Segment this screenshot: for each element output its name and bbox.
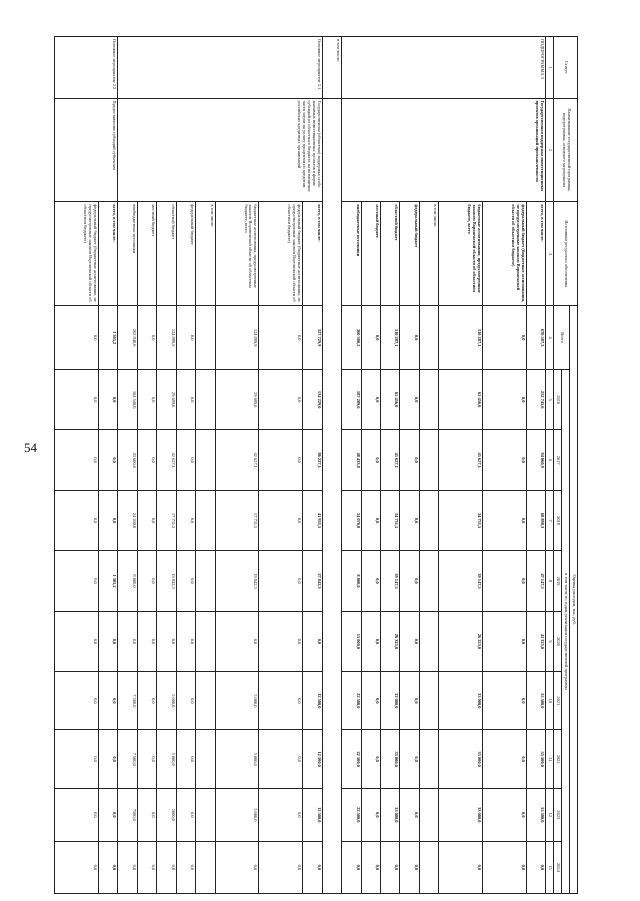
- row-value: 0,0: [361, 306, 380, 370]
- row-value: [196, 730, 215, 788]
- row-name: Государственная (областная) поддержка особо значимых инвестиционных проектов в форме субсидий из областного бюджета на возмещение части затрат на уплату процентов по кредитам российских кредитных организаций: [118, 98, 322, 202]
- row-source: внебюджетные источники: [118, 202, 137, 306]
- row-value: 41 325,0: [526, 611, 545, 671]
- row-value: 5 000,0: [215, 730, 259, 788]
- row-value: 360 300,2: [342, 306, 361, 370]
- row-value: [419, 611, 438, 671]
- row-value: 0,0: [400, 490, 419, 550]
- row-source: бюджетные ассигнования, предусмотренные законом Воронежской области об областном бюджете, всего: [439, 202, 483, 306]
- row-source: областной бюджет: [157, 202, 176, 306]
- row-value: 0,0: [361, 841, 380, 893]
- row-value: [419, 788, 438, 841]
- header-total: Всего: [554, 306, 570, 370]
- row-value: 0,0: [215, 611, 259, 671]
- header-year: 2019: [554, 551, 562, 611]
- row-value: 0,0: [55, 369, 99, 429]
- row-value: 48 433,8: [342, 430, 361, 490]
- row-value: 0,0: [361, 551, 380, 611]
- row-value: 0,0: [157, 611, 176, 671]
- row-value: 26 325,0: [439, 611, 483, 671]
- table-row: [303, 37, 322, 894]
- row-value: 0,0: [137, 611, 156, 671]
- row-source: областной бюджет: [381, 202, 400, 306]
- row-value: 0,0: [137, 369, 156, 429]
- row-value: 65 456,0: [439, 369, 483, 429]
- row-value: 7500,0: [118, 788, 137, 841]
- row-value: 0,0: [176, 369, 195, 429]
- row-value: 0,0: [259, 841, 303, 893]
- row-value: 252 745,6: [526, 369, 545, 429]
- row-value: 0,0: [483, 730, 527, 788]
- column-number: 7: [546, 490, 554, 550]
- row-value: 0,0: [137, 306, 156, 370]
- row-value: [196, 490, 215, 550]
- row-value: 5 000,0: [215, 672, 259, 730]
- row-value: 0,0: [361, 672, 380, 730]
- row-value: [419, 306, 438, 370]
- row-value: 0,0: [176, 730, 195, 788]
- row-name: Государственная поддержка инвестиционных проектов организаций промышленности: [342, 98, 546, 202]
- column-number: 11: [546, 730, 554, 788]
- row-value: 0,0: [137, 551, 156, 611]
- row-value: 0,0: [303, 611, 322, 671]
- row-value: 22 500,0: [342, 730, 361, 788]
- header-estimate: Оценка расходов, тыс. руб.: [570, 306, 578, 894]
- row-value: 29 689,0: [215, 369, 259, 429]
- row-value: 0,0: [176, 490, 195, 550]
- row-value: 0,0: [400, 551, 419, 611]
- row-value: 5000,0: [157, 788, 176, 841]
- row-value: 0,0: [137, 672, 156, 730]
- row-value: 0,0: [259, 306, 303, 370]
- row-value: 0,0: [361, 788, 380, 841]
- row-value: [419, 841, 438, 893]
- row-source: в том числе:: [419, 202, 438, 306]
- row-value: 33 000,0: [381, 788, 400, 841]
- row-value: 202 840,0: [118, 306, 137, 370]
- row-value: 0,0: [137, 490, 156, 550]
- row-value: 0,0: [157, 841, 176, 893]
- column-number: 2: [546, 98, 554, 202]
- row-value: 17 731,5: [215, 490, 259, 550]
- row-value: 670 587,3: [526, 306, 545, 370]
- row-value: 0,0: [483, 490, 527, 550]
- column-number: 5: [546, 369, 554, 429]
- row-value: 68 898,3: [526, 490, 545, 550]
- row-value: 34 731,5: [381, 490, 400, 550]
- row-value: 39 147,5: [439, 551, 483, 611]
- header-source: Источники ресурсного обеспечения: [554, 202, 578, 306]
- row-value: 124 889,9: [157, 306, 176, 370]
- row-value: 0,0: [55, 672, 99, 730]
- column-number: 1: [546, 37, 554, 99]
- row-source: всего, в том числе:: [303, 202, 322, 306]
- row-status: ПОДПРОГРАММА 3: [342, 37, 546, 99]
- header-year: 2018: [554, 490, 562, 550]
- row-value: 0,0: [483, 672, 527, 730]
- row-value: 33 000,0: [439, 788, 483, 841]
- row-value: 0,0: [303, 841, 322, 893]
- row-value: 55 500,0: [526, 672, 545, 730]
- row-value: 0,0: [137, 430, 156, 490]
- row-value: 0,0: [98, 611, 117, 671]
- row-value: [419, 730, 438, 788]
- row-value: 0,0: [259, 551, 303, 611]
- row-value: 22 500,0: [342, 788, 361, 841]
- row-value: 0,0: [361, 369, 380, 429]
- row-value: 42 627,1: [215, 430, 259, 490]
- header-year: 2017: [554, 430, 562, 490]
- row-value: 134 229,0: [303, 369, 322, 429]
- row-value: 310 287,1: [439, 306, 483, 370]
- row-source: федеральный бюджет (бюджетные ассигнования, не предусмотренные законом Воронежской области об областном бюджете): [259, 202, 303, 306]
- row-value: 0,0: [483, 369, 527, 429]
- row-name: Предоставление субсидий субъектам: [55, 98, 118, 202]
- row-value: 0,0: [439, 841, 483, 893]
- rotated-table-container: [54, 36, 578, 894]
- row-value: 187 289,6: [342, 369, 361, 429]
- row-value: [196, 788, 215, 841]
- row-value: 0,0: [98, 841, 117, 893]
- row-value: 12 500,0: [303, 788, 322, 841]
- row-value: 0,0: [137, 788, 156, 841]
- row-value: [419, 551, 438, 611]
- row-value: 19 842,3: [215, 551, 259, 611]
- row-value: 0,0: [361, 490, 380, 550]
- row-value: 65 456,0: [381, 369, 400, 429]
- table-row: [98, 37, 117, 894]
- row-value: [196, 672, 215, 730]
- row-source: бюджетные ассигнования, предусмотренные законом Воронежской области об областном бюджете, всего: [215, 202, 259, 306]
- row-value: 19 842,3: [157, 551, 176, 611]
- row-value: 0,0: [55, 430, 99, 490]
- row-source: федеральный бюджет: [176, 202, 195, 306]
- row-value: [196, 551, 215, 611]
- row-value: 0,0: [55, 788, 99, 841]
- row-value: 0,0: [361, 611, 380, 671]
- page-number: 54: [24, 440, 37, 455]
- row-value: 45 627,1: [381, 430, 400, 490]
- row-value: 0,0: [361, 430, 380, 490]
- header-year: 2016: [554, 369, 562, 429]
- row-value: 0,0: [483, 430, 527, 490]
- row-source: федеральный бюджет: [400, 202, 419, 306]
- row-source: федеральный бюджет (бюджетные ассигнования, не предусмотренные законом Воронежской области об областном бюджете): [55, 202, 99, 306]
- row-value: 47 147,5: [526, 551, 545, 611]
- column-number: 6: [546, 430, 554, 490]
- row-value: 41 931,5: [303, 490, 322, 550]
- table-row: [322, 37, 341, 894]
- row-value: 43 600,0: [118, 430, 137, 490]
- row-value: 0,0: [483, 551, 527, 611]
- row-value: 0,0: [400, 841, 419, 893]
- row-value: 0,0: [381, 841, 400, 893]
- row-value: [196, 430, 215, 490]
- row-value: 5 000,0: [215, 788, 259, 841]
- row-value: 0,0: [98, 490, 117, 550]
- row-value: [196, 841, 215, 893]
- row-value: 0,0: [259, 788, 303, 841]
- row-status: в том числе:: [322, 37, 341, 99]
- column-number: 8: [546, 551, 554, 611]
- row-value: 94 060,9: [526, 430, 545, 490]
- row-value: 0,0: [176, 430, 195, 490]
- row-value: 0,0: [215, 841, 259, 893]
- row-value: 0,0: [137, 730, 156, 788]
- row-value: 5 000,0: [157, 672, 176, 730]
- row-value: 0,0: [483, 788, 527, 841]
- row-value: 0,0: [98, 430, 117, 490]
- row-value: 0,0: [342, 841, 361, 893]
- row-value: 0,0: [259, 430, 303, 490]
- column-number: 13: [546, 841, 554, 893]
- row-value: 17 731,5: [157, 490, 176, 550]
- row-value: 0,0: [259, 490, 303, 550]
- row-value: 0,0: [400, 611, 419, 671]
- row-value: 104 540,0: [118, 369, 137, 429]
- row-value: [419, 672, 438, 730]
- row-value: 0,0: [176, 306, 195, 370]
- row-value: 0,0: [259, 672, 303, 730]
- row-value: [196, 306, 215, 370]
- column-number: 12: [546, 788, 554, 841]
- row-value: 0,0: [483, 841, 527, 893]
- row-value: 27 842,3: [303, 551, 322, 611]
- row-value: [196, 369, 215, 429]
- row-value: 7 500,0: [118, 730, 137, 788]
- row-value: 33 000,0: [439, 730, 483, 788]
- row-value: 33 000,0: [439, 672, 483, 730]
- row-value: 0,0: [176, 551, 195, 611]
- row-source: местный бюджет: [361, 202, 380, 306]
- row-value: [196, 611, 215, 671]
- row-value: 0,0: [400, 672, 419, 730]
- row-value: 0,0: [176, 611, 195, 671]
- row-value: [419, 369, 438, 429]
- row-value: 24 200,0: [118, 490, 137, 550]
- row-value: 42 627,1: [157, 430, 176, 490]
- header-year: 2024: [554, 841, 562, 893]
- header-year: 2020: [554, 611, 562, 671]
- row-value: 327 729,9: [303, 306, 322, 370]
- row-blank: [322, 98, 341, 894]
- row-value: 0,0: [176, 672, 195, 730]
- row-value: 0,0: [98, 730, 117, 788]
- row-value: 39 147,5: [381, 551, 400, 611]
- row-value: 0,0: [400, 430, 419, 490]
- row-source: местный бюджет: [137, 202, 156, 306]
- row-value: 0,0: [118, 841, 137, 893]
- row-value: 0,0: [98, 672, 117, 730]
- column-number: 10: [546, 672, 554, 730]
- row-value: 45 627,1: [439, 430, 483, 490]
- row-source: всего, в том числе:: [98, 202, 117, 306]
- row-value: 33 000,0: [381, 730, 400, 788]
- row-value: [419, 430, 438, 490]
- row-value: 310 287,1: [381, 306, 400, 370]
- row-value: 12 500,0: [303, 672, 322, 730]
- row-value: 0,0: [176, 788, 195, 841]
- row-value: 0,0: [98, 788, 117, 841]
- header-name: Наименование государственной программы, подпрограммы, основного мероприятия: [554, 98, 578, 202]
- row-value: 0,0: [259, 369, 303, 429]
- row-value: 0,0: [55, 611, 99, 671]
- row-value: 0,0: [400, 788, 419, 841]
- row-value: 5 000,0: [157, 730, 176, 788]
- column-number: 4: [546, 306, 554, 370]
- row-value: 22 500,0: [342, 672, 361, 730]
- row-value: 0,0: [118, 611, 137, 671]
- row-value: 8 000,0: [118, 551, 137, 611]
- row-value: 15 000,0: [342, 611, 361, 671]
- row-value: 1 305,2: [98, 551, 117, 611]
- row-source: всего, в том числе:: [526, 202, 545, 306]
- row-value: 0,0: [483, 611, 527, 671]
- row-value: 0,0: [526, 841, 545, 893]
- header-year: 2022: [554, 730, 562, 788]
- row-value: 7 500,0: [118, 672, 137, 730]
- row-value: 0,0: [55, 490, 99, 550]
- column-number: 9: [546, 611, 554, 671]
- row-value: [419, 490, 438, 550]
- row-value: 33 000,0: [381, 672, 400, 730]
- row-status: Основное мероприятие 2.1: [118, 37, 322, 99]
- row-value: 1 305,2: [98, 306, 117, 370]
- header-year: 2023: [554, 788, 562, 841]
- row-value: 0,0: [400, 730, 419, 788]
- row-value: 55 500,0: [526, 788, 545, 841]
- row-value: 86 227,1: [303, 430, 322, 490]
- row-value: 8 000,0: [342, 551, 361, 611]
- row-value: 0,0: [55, 730, 99, 788]
- row-value: 0,0: [483, 306, 527, 370]
- row-value: 0,0: [137, 841, 156, 893]
- row-source: внебюджетные источники: [342, 202, 361, 306]
- row-source: в том числе:: [196, 202, 215, 306]
- row-value: 0,0: [400, 306, 419, 370]
- row-value: 0,0: [361, 730, 380, 788]
- table-row: [526, 37, 545, 894]
- row-value: 0,0: [98, 369, 117, 429]
- row-value: 26 325,0: [381, 611, 400, 671]
- row-status: Основное мероприятие 2.2: [55, 37, 118, 99]
- budget-table: [54, 36, 578, 894]
- column-number: 3: [546, 202, 554, 306]
- row-value: 29 689,0: [157, 369, 176, 429]
- header-year: 2021: [554, 672, 562, 730]
- row-value: 0,0: [55, 306, 99, 370]
- row-value: 0,0: [259, 611, 303, 671]
- row-value: 34 076,8: [342, 490, 361, 550]
- row-value: 0,0: [259, 730, 303, 788]
- row-value: 0,0: [55, 841, 99, 893]
- header-by-years: в том числе по годам реализации государственной программы: [562, 369, 570, 893]
- row-value: 0,0: [55, 551, 99, 611]
- row-value: 12 500,0: [303, 730, 322, 788]
- row-value: 0,0: [176, 841, 195, 893]
- header-status: Статус: [554, 37, 578, 99]
- row-source: федеральный бюджет (бюджетные ассигнования, не предусмотренные законом Воронежской области об областном бюджете): [483, 202, 527, 306]
- row-value: 55 500,0: [526, 730, 545, 788]
- row-value: 34 731,5: [439, 490, 483, 550]
- row-value: 124 889,9: [215, 306, 259, 370]
- row-value: 0,0: [400, 369, 419, 429]
